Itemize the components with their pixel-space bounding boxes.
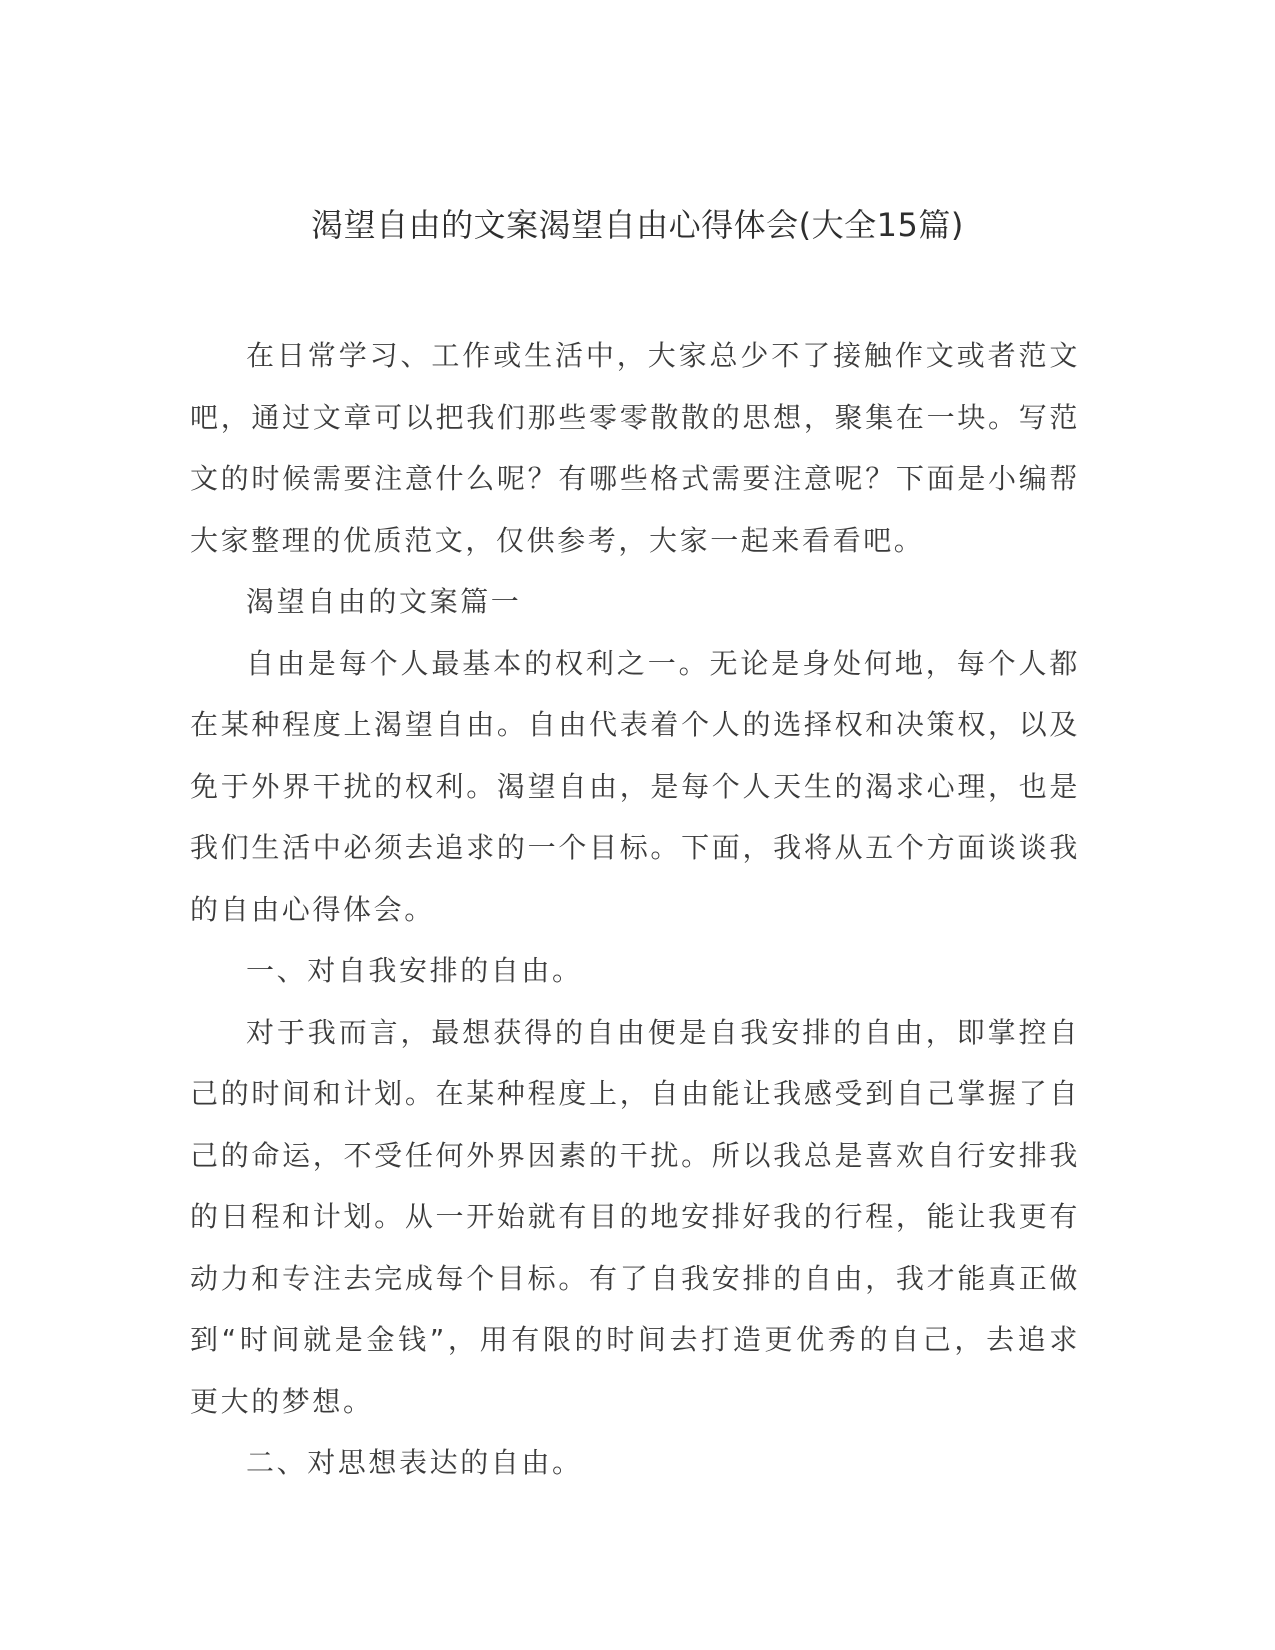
document-title: 渴望自由的文案渴望自由心得体会(大全15篇)	[311, 206, 964, 244]
section-heading: 渴望自由的文案篇一	[246, 585, 522, 618]
subsection-heading: 二、对思想表达的自由。	[246, 1446, 583, 1479]
body-paragraph: 自由是每个人最基本的权利之一。无论是身处何地，每个人都在某种程度上渴望自由。自由代表着个人的选择权和决策权，以及免于外界干扰的权利。渴望自由，是每个人天生的渴求心理，也是我们生活中必须去追求的一个目标。下面，我将从五个方面谈谈我的自由心得体会。	[190, 646, 1080, 926]
intro-paragraph: 在日常学习、工作或生活中，大家总少不了接触作文或者范文吧，通过文章可以把我们那些零零散散的思想，聚集在一块。写范文的时候需要注意什么呢？有哪些格式需要注意呢？下面是小编帮大家整理的优质范文，仅供参考，大家一起来看看吧。	[190, 339, 1080, 557]
subsection-heading: 一、对自我安排的自由。	[246, 954, 583, 987]
body-paragraph: 对于我而言，最想获得的自由便是自我安排的自由，即掌控自己的时间和计划。在某种程度上，自由能让我感受到自己掌握了自己的命运，不受任何外界因素的干扰。所以我总是喜欢自行安排我的日程和计划。从一开始就有目的地安排好我的行程，能让我更有动力和专注去完成每个目标。有了自我安排的自由，我才能真正做到“时间就是金钱”，用有限的时间去打造更优秀的自己，去追求更大的梦想。	[190, 1015, 1080, 1418]
document-body	[190, 325, 1080, 1494]
